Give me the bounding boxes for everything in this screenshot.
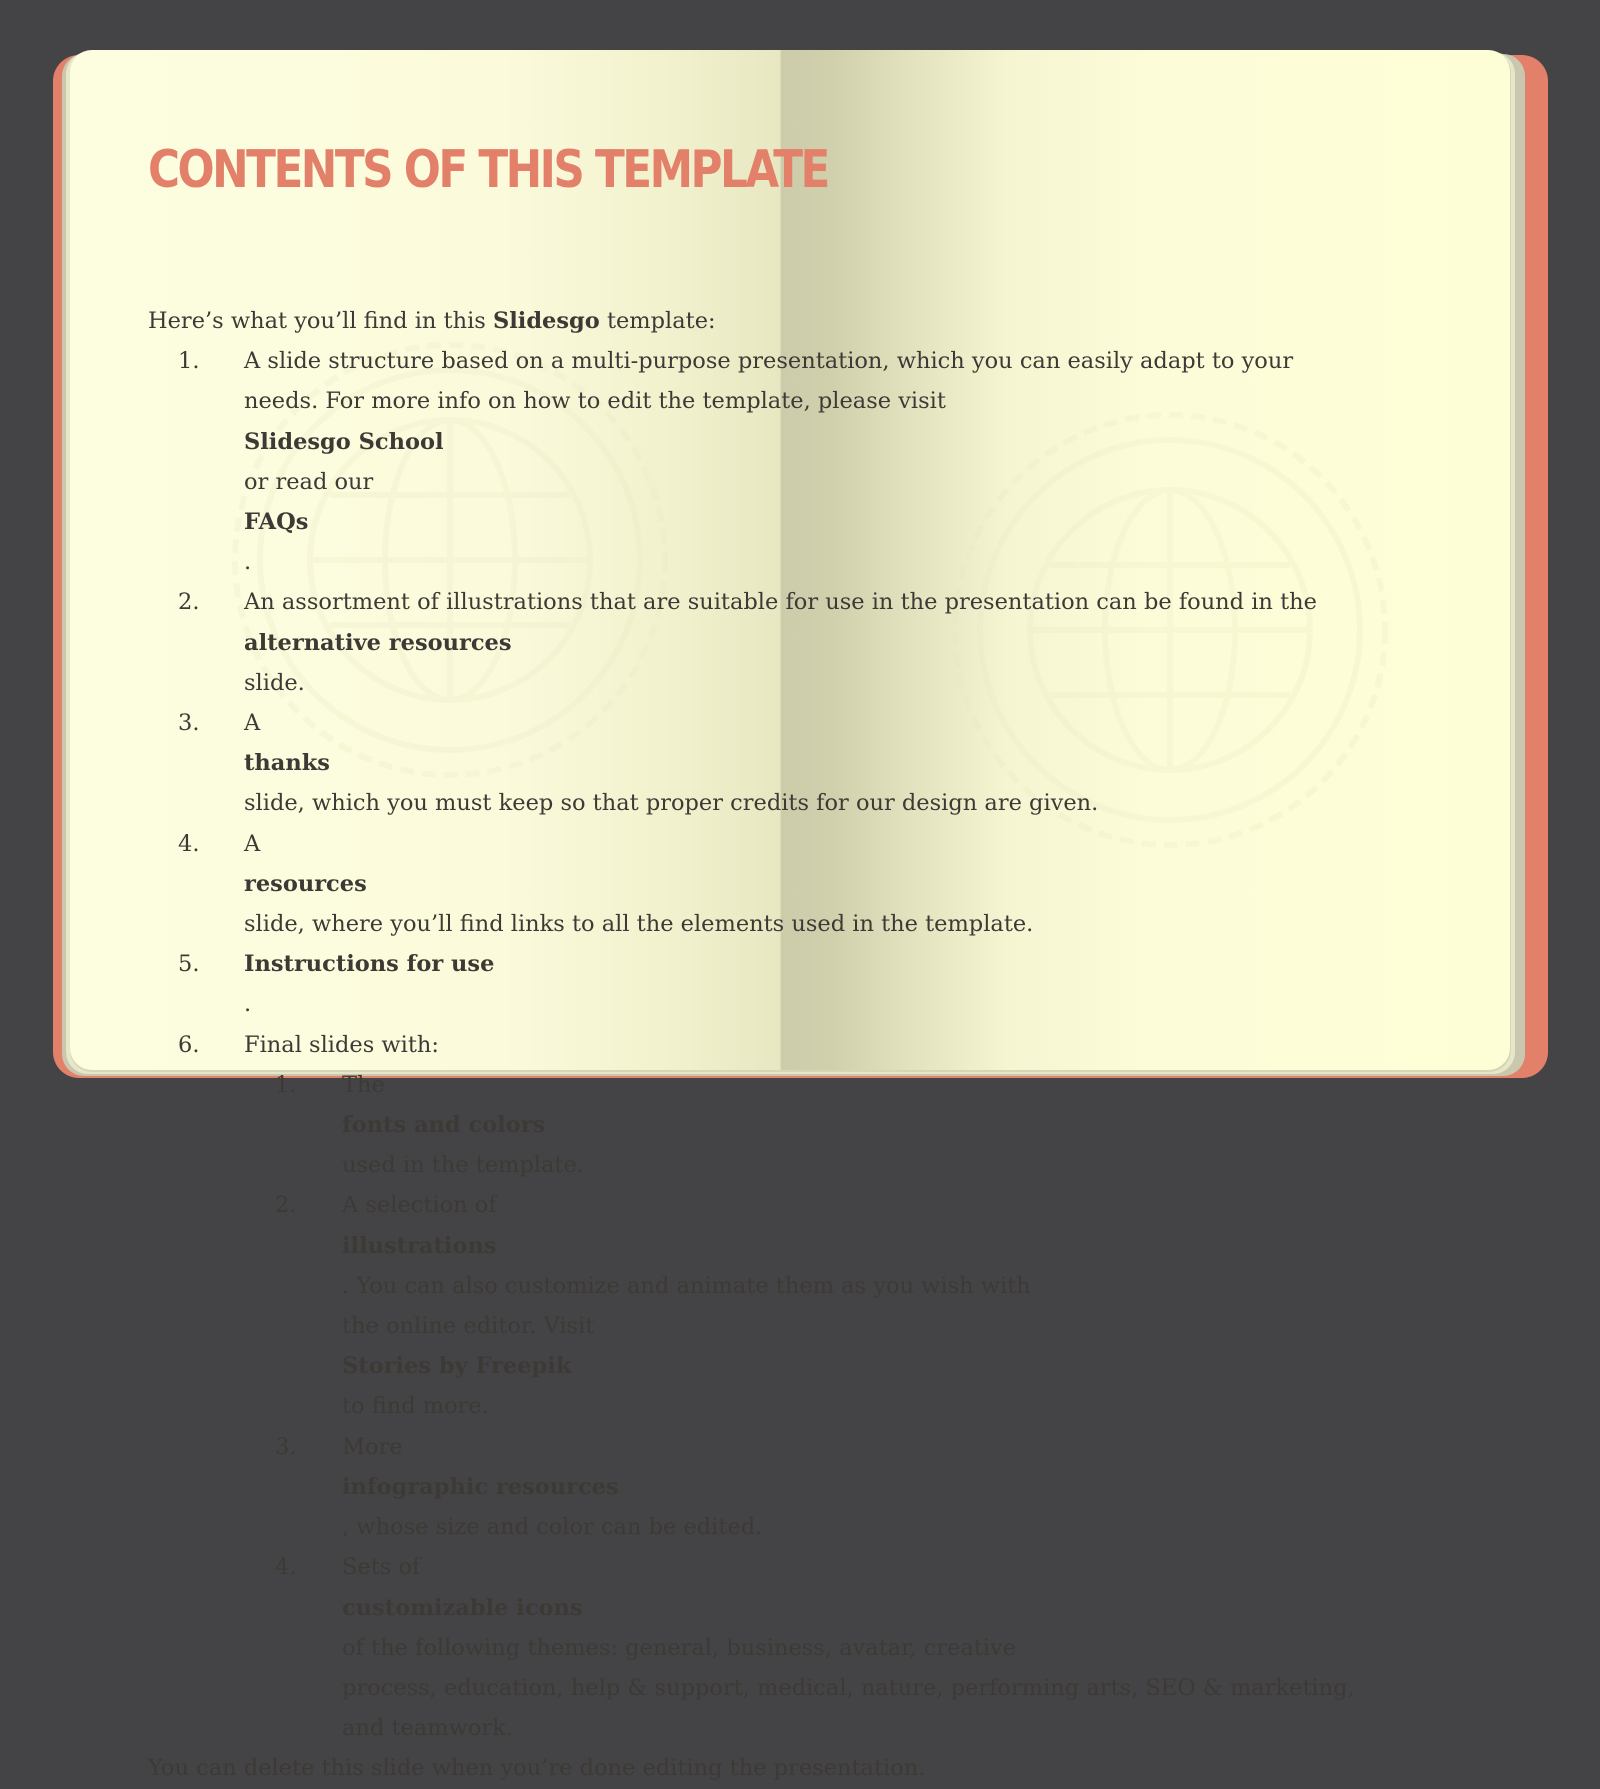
list-number: 1. bbox=[275, 1071, 297, 1098]
list-number: 2. bbox=[275, 1192, 297, 1219]
list-item: 2. An assortment of illustrations that are suitable for use in the presentation can be found in the alternative resources slide. bbox=[148, 582, 1458, 703]
list-number: 1. bbox=[178, 348, 200, 375]
list-item: 4. A resources slide, where you’ll find links to all the elements used in the template. bbox=[148, 824, 1458, 945]
list-number: 4. bbox=[275, 1554, 297, 1581]
list-item: 5. Instructions for use . bbox=[148, 944, 1458, 1024]
closing-line: You can delete this slide when you’re done editing the presentation. bbox=[148, 1755, 926, 1782]
list-item: 3. A thanks slide, which you must keep so that proper credits for our design are given. bbox=[148, 703, 1458, 824]
sub-list-item: 4. Sets of customizable icons of the following themes: general, business, avatar, creative process, education, help & support, medical, nature, performing arts, SEO & marketing, and teamwork. bbox=[148, 1547, 1458, 1748]
page-title: CONTENTS OF THIS TEMPLATE bbox=[148, 140, 828, 200]
list-number: 6. bbox=[178, 1031, 200, 1058]
list-number: 2. bbox=[178, 589, 200, 616]
stories-by-freepik-link[interactable]: Stories by Freepik bbox=[342, 1353, 572, 1380]
list-item: 6. Final slides with: bbox=[148, 1025, 1458, 1065]
sub-list-item: 1. The fonts and colors used in the template. bbox=[148, 1065, 1458, 1186]
sub-list-item: 2. A selection of illustrations . You can also customize and animate them as you wish with the online editor. Visit Stories by Freepik to find more. bbox=[148, 1185, 1458, 1426]
sub-list-item: 3. More infographic resources , whose size and color can be edited. bbox=[148, 1427, 1458, 1548]
faqs-link[interactable]: FAQs bbox=[244, 509, 309, 536]
list-item: 1. A slide structure based on a multi-purpose presentation, which you can easily adapt to your needs. For more info on how to edit the template, please visit Slidesgo School or read our FAQs . bbox=[148, 341, 1458, 582]
contents-body bbox=[148, 301, 1458, 1789]
list-number: 3. bbox=[275, 1433, 297, 1460]
list-number: 3. bbox=[178, 710, 200, 737]
intro-line: Here’s what you’ll find in this Slidesgo template: bbox=[148, 308, 716, 334]
slidesgo-school-link[interactable]: Slidesgo School bbox=[244, 428, 444, 455]
list-number: 5. bbox=[178, 951, 200, 978]
list-number: 4. bbox=[178, 830, 200, 857]
